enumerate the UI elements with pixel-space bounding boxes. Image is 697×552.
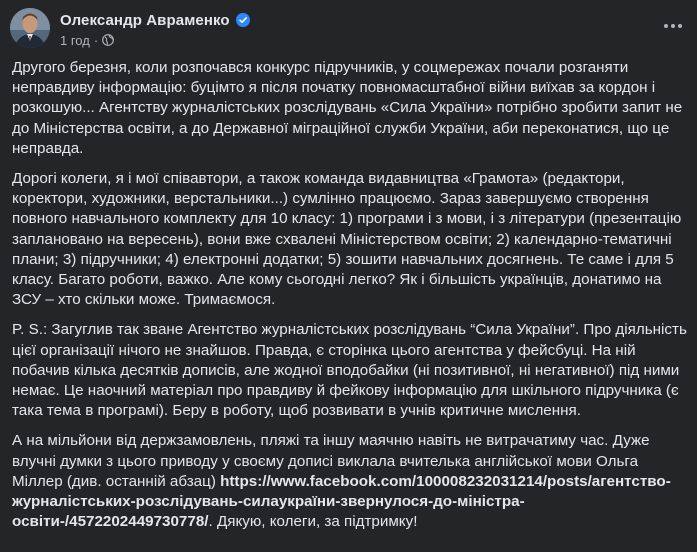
author-name[interactable]: Олександр Авраменко (60, 11, 230, 29)
post-timestamp[interactable]: 1 год (60, 32, 90, 48)
author-name-row (60, 10, 250, 30)
verified-badge-icon (236, 13, 250, 27)
author-avatar[interactable] (10, 8, 50, 48)
more-horizontal-icon (664, 24, 668, 28)
post-paragraph-3: P. S.: Загуглив так зване Агентство журналістських розслідувань “Сила України”. Про діяльність цієї організації нічого не знайшов. Правда, є сторінка цього агентства у фейсбуці. На ній побачив кілька десятків дописів, але жодної вподобайки (ні позитивної, ні негативної) під ними немає. Це наочний матеріал про правдиву й фейкову інформацію для шкільного підручника (є така тема в програмі). Беру в роботу, щоб розвивати в учнів критичне мислення. (12, 321, 687, 420)
post-link[interactable]: https://www.facebook.com/100008232031214/posts/агентство-журналістських-розслідувань-силаукраїни-звернулося-до-міністра-освіти-/4572202449730778/ (12, 472, 671, 531)
post-paragraph-1: Другого березня, коли розпочався конкурс підручників, у соцмережах почали розганяти неправдиву інформацію: буцімто я після початку повномасштабної війни виїхав за кордон і розкошую... Агентству журналістських розслідувань «Сила України» потрібно зробити запит не до Міністерства освіти, а до Державної міграційної служби України, аби переконатися, що це неправда. (12, 59, 683, 157)
post-paragraph-2: Дорогі колеги, я і мої співавтори, а також команда видавництва «Грамота» (редактори, коректори, художники, верстальники...) сумлінно працюємо. Зараз завершуємо створення повного навчального комплекту для 10 класу: 1) програми і з мови, і з літератури (презентацію заплановано на вересень), вони вже схвалені Міністерством освіти; 2) календарно-тематичні плани; 3) підручники; 4) електронні додатки; 5) зошити навчальних досягнень. Те саме і для 5 класу. Багато роботи, важко. Але кому сьогодні легко? Як і більшість українців, донатимо на ЗСУ – хто скільки може. Тримаємося. (12, 170, 682, 309)
post-header (10, 8, 687, 52)
post-paragraph-4 (12, 431, 687, 532)
more-options-button[interactable] (659, 14, 687, 38)
meta-separator: · (93, 32, 99, 48)
paragraph-4-ending: . Дякую, колеги, за підтримку! (208, 513, 418, 531)
paragraph-4-text: А на мільйони від держзамовлень, пляжі та іншу маячню навіть не витрачатиму час. Дуже влучні думки з цього приводу у своєму дописі виклала вчителька англійської мови Ольга Міллер (див. останній абзац) (12, 432, 650, 490)
globe-icon[interactable] (102, 34, 114, 46)
post-meta (60, 32, 114, 48)
post-body (12, 58, 687, 542)
